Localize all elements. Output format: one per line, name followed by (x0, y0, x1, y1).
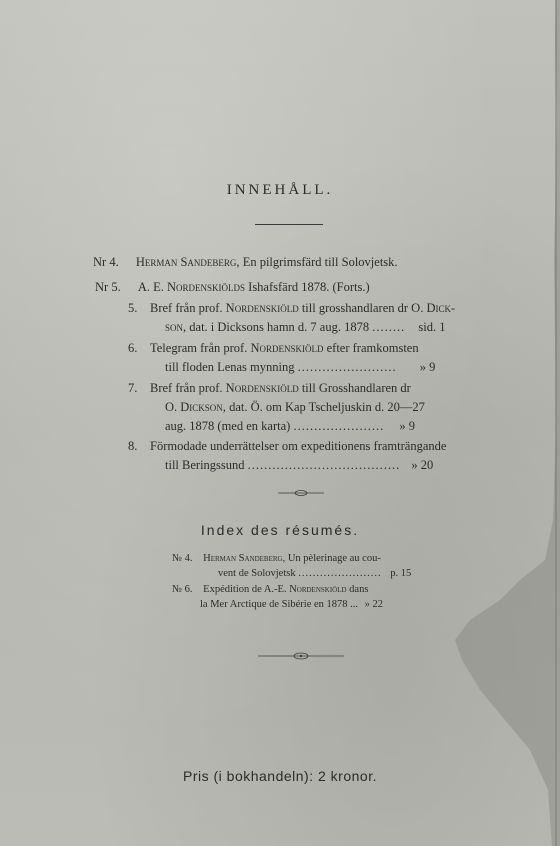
subitem-number: 6. (128, 341, 138, 355)
subitem-text: dat. i Dicksons hamn d. 7 aug. 1878 (189, 320, 370, 334)
index-page-ref: p. 15 (390, 568, 412, 579)
subitem-5-line2: son, dat. i Dicksons hamn d. 7 aug. 1878 ........ sid. 1 (165, 320, 446, 334)
subitem-8-line1 (150, 438, 446, 454)
index-item-2-line1 (172, 583, 368, 597)
index-author: Herman Sandeberg, (203, 553, 286, 564)
index-item-2-line2 (200, 598, 383, 612)
index-text: vent de Solovjetsk (218, 568, 296, 579)
price-line: Pris (i bokhandeln): 2 kronor. (183, 768, 377, 784)
subitem-text: Förmodade underrättelser om expeditionens framträngande (150, 439, 447, 453)
subitem-7-line3: aug. 1878 (med en karta) ...................... » 9 (165, 419, 415, 433)
subitem-author: Nordenskiöld (225, 301, 299, 315)
index-author: Nordenskiöld (289, 584, 347, 595)
toc-text: Ishafsfärd 1878. (Forts.) (248, 280, 370, 294)
subitem-text: till Grosshandlaren dr (301, 381, 411, 395)
subitem-page-ref: sid. 1 (418, 320, 446, 334)
subitem-number: 8. (128, 439, 138, 453)
subitem-number: 5. (128, 301, 138, 315)
subitem-author: O. Dickson, (165, 400, 226, 414)
subitem-author: Nordenskiöld (250, 341, 324, 355)
subitem-text: dat. Ö. om Kap Tscheljuskin d. 20—27 (229, 400, 425, 414)
subitem-text: till Beringssund (165, 458, 245, 472)
subitem-text: aug. 1878 (med en karta) (165, 419, 291, 433)
subitem-author: Nordenskiöld (225, 381, 299, 395)
subitem-page-ref: » 9 (399, 419, 415, 433)
index-page-ref: » 22 (364, 599, 384, 610)
index-title: Index des résumés. (200, 522, 360, 538)
index-text: la Mer Arctique de Sibérie en 1878 ... (200, 599, 359, 610)
subitem-5-line1 (150, 300, 455, 316)
toc-text: En pilgrimsfärd till Solovjetsk. (242, 255, 398, 269)
index-number: № 6. (172, 584, 193, 595)
toc-entry-nr4 (93, 254, 398, 270)
toc-author: Herman Sandeberg, (135, 255, 240, 269)
index-text: Un pèlerinage au cou- (287, 553, 381, 564)
subitem-6-line2: till floden Lenas mynning ........................ » 9 (165, 360, 436, 374)
ornament-divider (258, 651, 344, 661)
index-item-1-line2: vent de Solovjetsk ....................... p. 15 (218, 568, 412, 579)
subitem-6-line1 (150, 340, 419, 356)
title-rule (255, 224, 323, 225)
index-text: dans (349, 584, 369, 595)
subitem-text: Bref från prof. (150, 381, 223, 395)
subitem-page-ref: » 20 (411, 458, 434, 472)
subitem-author: son, (165, 320, 187, 334)
page-title: INNEHÅLL. (226, 182, 334, 198)
subitem-text: Bref från prof. (150, 301, 223, 315)
subitem-number: 7. (128, 381, 138, 395)
toc-number: Nr 5. (95, 280, 121, 294)
subitem-text: Telegram från prof. (150, 341, 248, 355)
subitem-text: till grosshandlaren dr O. (301, 301, 424, 315)
index-item-1-line1 (172, 552, 381, 566)
subitem-text: efter framkomsten (326, 341, 419, 355)
ornament-divider (278, 488, 324, 498)
subitem-text: till floden Lenas mynning (165, 360, 295, 374)
toc-entry-nr5 (95, 279, 370, 295)
subitem-author: Dick- (426, 301, 456, 315)
index-text: Expédition de A.-E. (203, 584, 287, 595)
index-number: № 4. (172, 553, 193, 564)
subitem-page-ref: » 9 (419, 360, 436, 374)
subitem-7-line1 (150, 380, 411, 396)
toc-author: A. E. Nordenskiölds (137, 280, 246, 294)
subitem-8-line2: till Beringssund ..................................... » 20 (165, 458, 434, 472)
toc-number: Nr 4. (93, 255, 119, 269)
subitem-7-line2 (165, 399, 425, 415)
